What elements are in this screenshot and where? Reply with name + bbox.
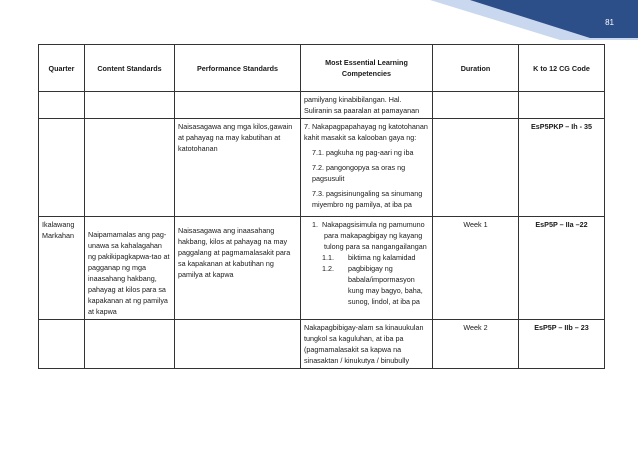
list-item: 1. Nakapagsisimula ng pamumuno para makapagbigay ng kayang tulong para sa nangangailangan [312, 220, 427, 251]
code-cell: EsP5PKP – Ih - 35 [519, 119, 605, 217]
header-competencies: Most Essential Learning Competencies [301, 45, 433, 92]
header-code: K to 12 CG Code [519, 45, 605, 92]
list-item: 1.2. pagbibigay ng babala/impormasyon kung may bagyo, baha, sunog, lindol, at iba pa [322, 264, 423, 306]
header-performance-standards: Performance Standards [175, 45, 301, 92]
competency-cell [301, 119, 433, 217]
competency-main: 7. Nakapagpapahayag ng katotohanan kahit masakit sa kalooban gaya ng: [304, 122, 428, 142]
header-row [39, 45, 605, 92]
competency-sub: 7.2. pangongopya sa oras ng pagsusulit [312, 163, 406, 183]
competency-sub: 7.3. pagsisinungaling sa sinumang miyembro ng pamilya, at iba pa [312, 189, 423, 209]
competency-cell: Nakapagbibigay-alam sa kinauukulan tungkol sa kaguluhan, at iba pa (pagmamalasakit sa kapwa na sinasaktan / kinukutya / binubully [301, 320, 433, 369]
competency-cell [301, 217, 433, 320]
header-duration: Duration [433, 45, 519, 92]
code-cell: EsP5P – IIb – 23 [519, 320, 605, 369]
competency-cell: pamilyang kinabibilangan. Hal. Suliranin sa paaralan at pamayanan [301, 92, 433, 119]
header-quarter: Quarter [39, 45, 85, 92]
table-row [39, 217, 605, 320]
competency-sublist [304, 252, 429, 307]
performance-cell: Naisasagawa ang mga kilos,gawain at pahayag na may kabutihan at katotohanan [175, 119, 301, 217]
list-item: 1.1. biktima ng kalamidad [322, 253, 416, 262]
content-text: Naipamamalas ang pag-unawa sa kahalagahan ng pakikipagkapwa-tao at pagganap ng mga inaasahang hakbang, pahayag at kilos para sa kapakanan at ng pamilya at kapwa [88, 230, 170, 316]
competency-list [304, 219, 429, 252]
table-row [39, 320, 605, 369]
header-content-standards: Content Standards [85, 45, 175, 92]
table-row [39, 92, 605, 119]
page-number: 81 [605, 18, 614, 27]
duration-cell: Week 1 [433, 217, 519, 320]
table-row [39, 119, 605, 217]
duration-cell: Week 2 [433, 320, 519, 369]
content-cell [85, 217, 175, 320]
performance-text: Naisasagawa ang inaasahang hakbang, kilos at pahayag na may paggalang at pagmamalasakit para sa kapakanan at kabutihan ng pamilya at kapwa [178, 226, 291, 279]
code-cell: EsP5P – IIa –22 [519, 217, 605, 320]
header-banner [0, 0, 638, 40]
competency-sub: 7.1. pagkuha ng pag-aari ng iba [312, 148, 414, 157]
performance-cell [175, 217, 301, 320]
quarter-cell: Ikalawang Markahan [39, 217, 85, 320]
curriculum-table [38, 44, 605, 369]
